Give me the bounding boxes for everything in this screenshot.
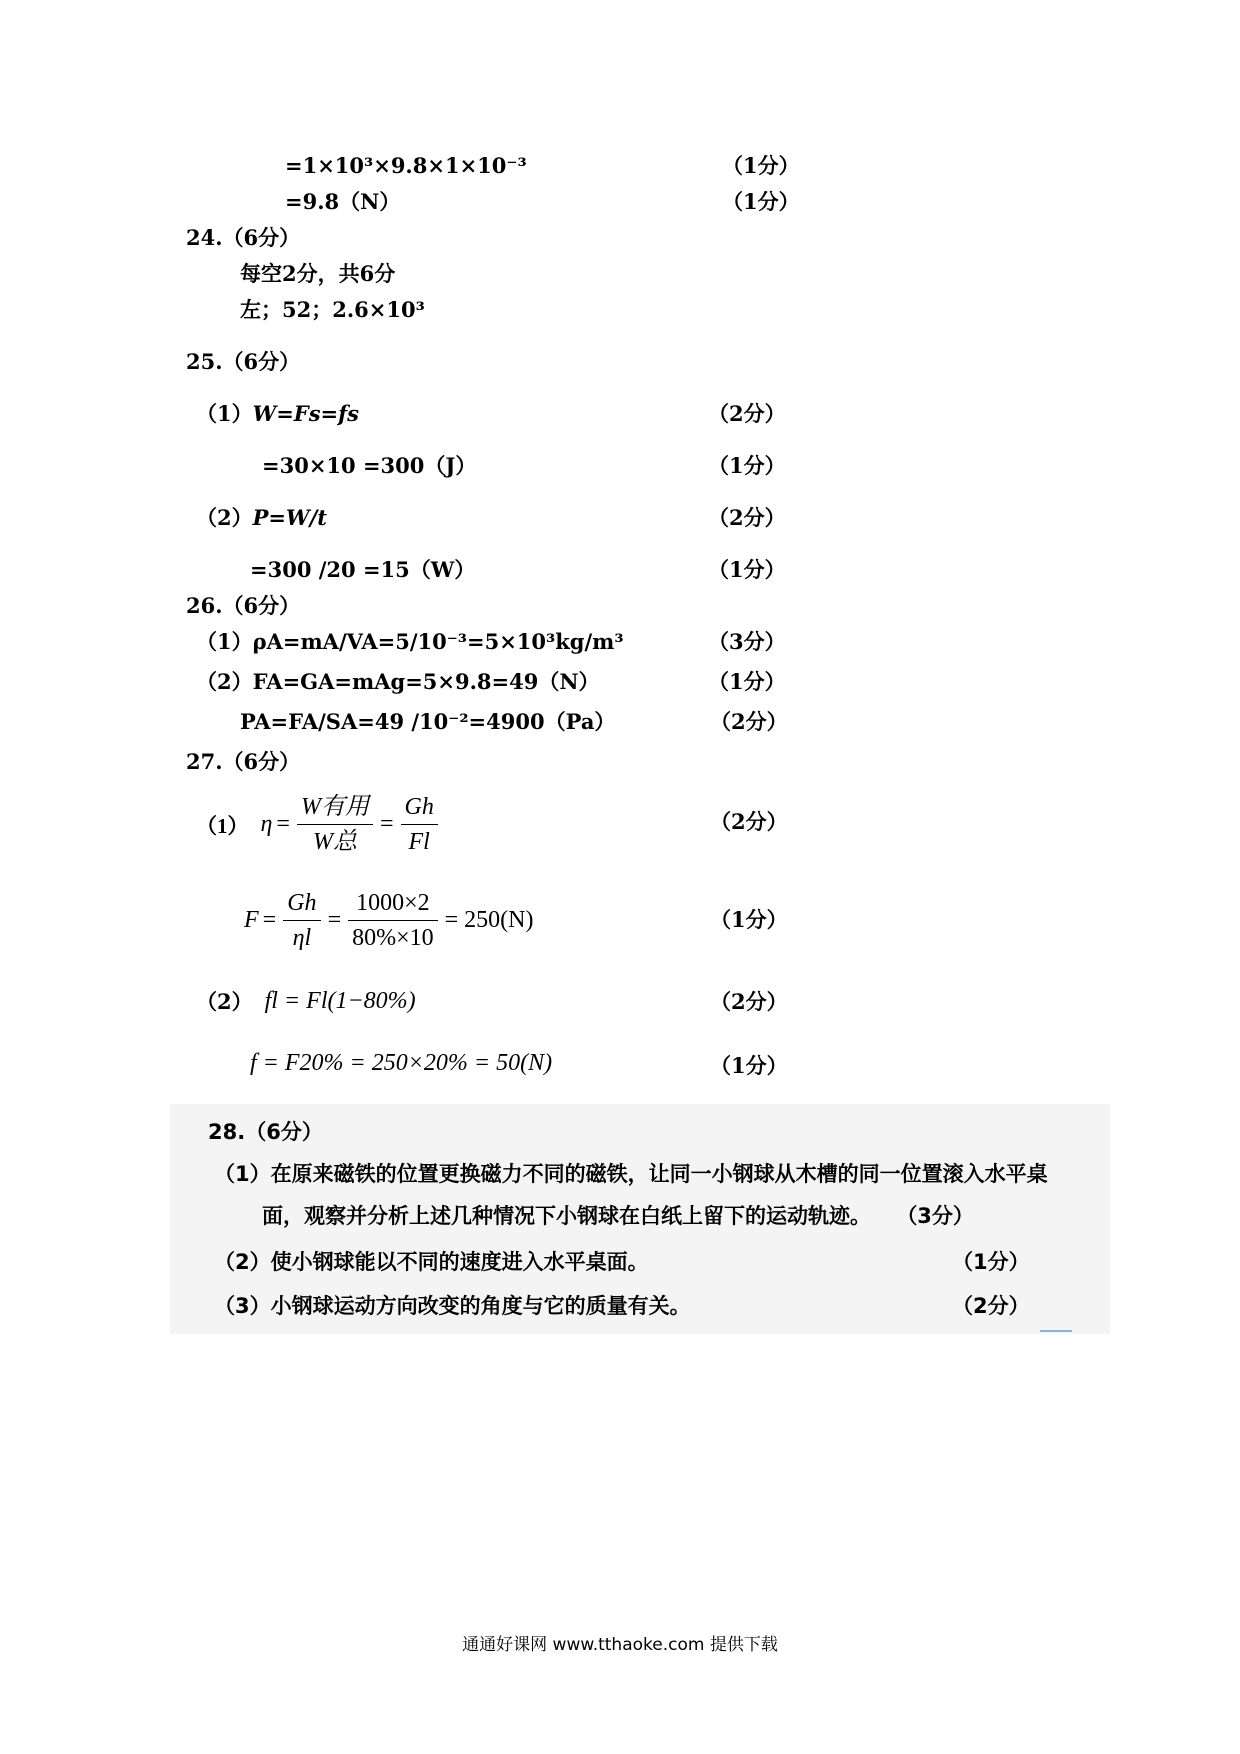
- q27-score3: （2分）: [710, 989, 788, 1014]
- q28-line3: （3）小钢球运动方向改变的角度与它的质量有关。: [214, 1294, 691, 1318]
- result-250: = 250(N): [444, 907, 534, 933]
- q23-score2: （1分）: [722, 189, 800, 214]
- num-1000: 1000×2: [348, 888, 438, 921]
- decorative-rule: [1040, 1330, 1072, 1332]
- eta-l: ηl: [292, 925, 312, 951]
- q28-score3: （2分）: [952, 1294, 1030, 1318]
- q25-line3-formula: P=W/t: [252, 505, 327, 530]
- q27-line1-num: （1）: [196, 813, 249, 838]
- equals-sign-4: =: [327, 907, 342, 933]
- q25-score1: （2分）: [708, 401, 786, 426]
- q27-score4: （1分）: [710, 1053, 788, 1078]
- q28-line2: （2）使小钢球能以不同的速度进入水平桌面。: [214, 1250, 649, 1274]
- q26-score1: （3分）: [708, 629, 786, 654]
- page-footer: 通通好课网 www.tthaoke.com 提供下载: [462, 1635, 778, 1655]
- q23-line1: [285, 152, 527, 180]
- q25-score4: （1分）: [708, 557, 786, 582]
- q25-line3: [196, 504, 327, 532]
- w-useful: W有用: [297, 792, 373, 825]
- fraction-gh-etal: [283, 888, 320, 953]
- q28-header: 28.（6分）: [208, 1120, 323, 1144]
- q28-line1b-text: 面，观察并分析上述几种情况下小钢球在白纸上留下的运动轨迹。: [262, 1204, 871, 1228]
- q25-line4: =300 /20 =15（W）: [250, 557, 476, 582]
- q28-score2: （1分）: [952, 1250, 1030, 1274]
- q25-score3: （2分）: [708, 505, 786, 530]
- q27-line3: [196, 986, 416, 1016]
- fraction-gh-fl: [401, 792, 438, 857]
- den-80: 80%×10: [352, 925, 434, 951]
- equals-sign-2: =: [379, 811, 394, 837]
- q27-score2: （1分）: [710, 907, 788, 932]
- q26-header: 26.（6分）: [186, 593, 301, 618]
- q25-score2: （1分）: [708, 453, 786, 478]
- q23-score1: （1分）: [722, 153, 800, 178]
- q26-score2: （1分）: [708, 669, 786, 694]
- fraction-numeric: [348, 888, 438, 953]
- equals-sign-3: =: [262, 907, 277, 933]
- q25-line1-num: （1）: [196, 401, 253, 426]
- q23-line1-text: =1×10³×9.8×1×10⁻³: [285, 153, 527, 178]
- gh: Gh: [401, 792, 438, 825]
- q27-header: 27.（6分）: [186, 749, 301, 774]
- q24-answer: 左；52；2.6×10³: [240, 297, 425, 322]
- w-total: W总: [312, 829, 357, 855]
- equals-sign: =: [276, 811, 290, 837]
- q27-line3-formula: fl = Fl(1−80%): [264, 987, 416, 1014]
- q27-line3-num: （2）: [196, 989, 253, 1014]
- fraction-work: [297, 792, 373, 857]
- q26-line2: （2）FA=GA=mAg=5×9.8=49（N）: [196, 669, 600, 694]
- q28-score1: （3分）: [896, 1204, 974, 1228]
- q26-line1: （1）ρA=mA/VA=5/10⁻³=5×10³kg/m³: [196, 629, 624, 654]
- q27-efficiency-formula: [196, 792, 441, 857]
- q25-line3-num: （2）: [196, 505, 253, 530]
- q24-note: 每空2分，共6分: [240, 261, 396, 286]
- fl: Fl: [408, 829, 430, 855]
- q25-line2: =30×10 =300（J）: [262, 453, 477, 478]
- q24-header: 24.（6分）: [186, 225, 301, 250]
- eta-symbol: η: [260, 811, 273, 837]
- q27-line4: [250, 1050, 552, 1077]
- q26-score3: （2分）: [710, 709, 788, 734]
- q28-line1a: （1）在原来磁铁的位置更换磁力不同的磁铁，让同一小钢球从木槽的同一位置滚入水平桌: [214, 1162, 1048, 1186]
- q26-line3: PA=FA/SA=49 /10⁻²=4900（Pa）: [240, 709, 616, 734]
- q23-line2: =9.8（N）: [285, 189, 401, 214]
- q27-line4-formula: f = F20% = 250×20% = 50(N): [250, 1050, 553, 1076]
- q25-line1: [196, 400, 359, 428]
- force-symbol: F: [244, 907, 259, 933]
- q25-line1-formula: W=Fs=fs: [252, 401, 359, 426]
- q27-force-formula: [244, 888, 534, 953]
- q25-header: 25.（6分）: [186, 349, 301, 374]
- q28-line1b: [262, 1202, 974, 1230]
- q27-score1: （2分）: [710, 809, 788, 834]
- gh-2: Gh: [283, 888, 320, 921]
